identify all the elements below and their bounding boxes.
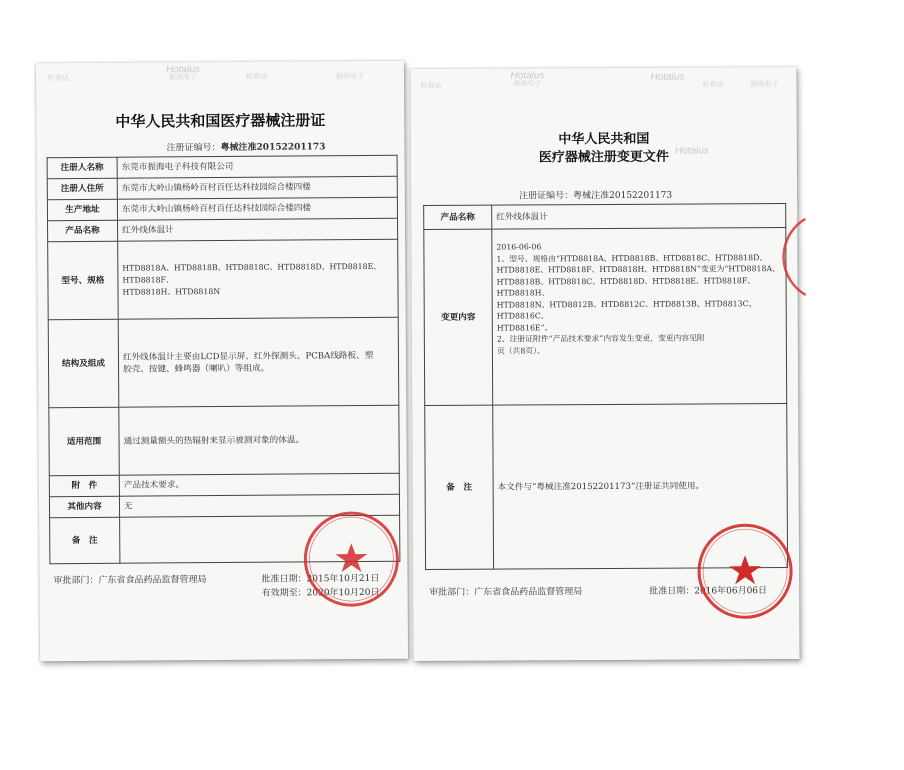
table-row	[47, 176, 397, 199]
official-seal-icon	[695, 521, 796, 622]
change-content-value: 2016-06-06 1、型号、规格由“HTD8818A、HTD8818B、HTD8818C、HTD8818D、 HTD8818E、HTD8818F、HTD8818H、HTD8818N”变更为“HTD8818A、 HTD8818B、HTD8818C、HTD8818D、HTD8818E、HTD8818F、HTD8818H、 HTD8818N、HTD8812B、HTD8812C、HTD8813B、HTD8813C、HTD8816C、 HTD8816E”。 2、注册证附件“产品技术要求”内容发生变更，变更内容见附 页（共8页）。	[492, 228, 787, 406]
row-label: 产品名称	[424, 205, 492, 229]
official-seal-icon	[301, 509, 402, 610]
row-label: 生产地址	[47, 199, 117, 220]
row-label: 备 注	[425, 405, 494, 569]
change-table	[423, 203, 788, 570]
watermark-9: 振海电子	[750, 81, 779, 89]
watermark-10: Hotalus	[674, 145, 709, 157]
product-name-value: 红外线体温计	[118, 218, 398, 241]
model-spec-value: HTD8818A、HTD8818B、HTD8818C、HTD8818D、HTD8818E、HTD8818F、 HTD8818H、HTD8818N	[118, 239, 399, 319]
watermark-1: 粒春达	[48, 75, 70, 83]
registrant-address-value: 东莞市大岭山镇杨岭百村百任达科技园综合楼四楼	[117, 176, 397, 199]
attachment-value: 产品技术要求。	[119, 473, 399, 496]
product-name-value: 红外线体温计	[492, 204, 786, 230]
registrant-name-value: 东莞市振海电子科技有限公司	[117, 155, 397, 178]
table-row	[48, 317, 399, 407]
table-row	[424, 204, 786, 230]
approver: 审批部门：广东省食品药品监督管理局	[429, 587, 583, 598]
table-row	[424, 228, 787, 406]
row-label: 附 件	[49, 475, 119, 496]
watermark-3: 粒春达	[245, 73, 268, 81]
table-row	[48, 218, 398, 241]
watermark-6: Hotalus 振海电子	[510, 70, 545, 88]
registration-certificate-page	[36, 61, 408, 662]
watermark-7: Hotalus	[650, 71, 685, 83]
row-label: 注册人住所	[47, 178, 117, 199]
scope-value: 通过测量额头的热辐射来显示被测对象的体温。	[119, 405, 399, 475]
watermark-4: 振海电子	[335, 73, 365, 81]
change-doc-number: 注册证编号：粤械注准20152201173	[519, 190, 673, 202]
approve-date: 批准日期：2015年10月21日	[261, 573, 380, 585]
remarks-value: 本文件与“粤械注准20152201173”注册证共同使用。	[493, 404, 788, 570]
certificate-number: 注册证编号：粤械注准20152201173	[166, 142, 326, 154]
table-row	[47, 155, 397, 178]
watermark-2: Hotalus 振海电子	[165, 64, 200, 82]
table-row	[48, 239, 399, 319]
registration-change-page	[410, 67, 799, 661]
approver: 审批部门：广东省食品药品监督管理局	[53, 575, 207, 587]
approve-date: 批准日期：2016年06月06日	[649, 586, 768, 597]
valid-date: 有效期至：2020年10月20日	[261, 587, 380, 599]
row-label: 其他内容	[49, 496, 119, 517]
watermark-8: 粒春达	[702, 81, 724, 89]
table-row	[47, 197, 397, 220]
row-label: 备 注	[50, 517, 120, 563]
partial-seal-icon	[767, 217, 807, 297]
other-content-value: 无	[119, 494, 399, 517]
structure-value: 红外线体温计主要由LCD显示屏、红外探测头、PCBA线路板、塑 胶壳、按键、蜂鸣器（喇叭）等组成。	[118, 317, 399, 407]
table-row	[49, 473, 399, 496]
row-label: 结构及组成	[48, 319, 119, 407]
certificate-table	[47, 155, 401, 564]
table-row	[49, 405, 399, 475]
production-address-value: 东莞市大岭山镇杨岭百村百任达科技园综合楼四楼	[117, 197, 397, 220]
row-label: 型号、规格	[48, 241, 119, 319]
change-doc-title-line2: 医疗器械注册变更文件	[538, 149, 669, 166]
row-label: 注册人名称	[47, 157, 117, 178]
row-label: 适用范围	[49, 407, 119, 475]
certificate-title: 中华人民共和国医疗器械注册证	[115, 111, 326, 131]
watermark-5: 粒春达	[420, 82, 442, 90]
row-label: 产品名称	[48, 220, 118, 241]
row-label: 变更内容	[424, 229, 493, 405]
change-doc-title-line1: 中华人民共和国	[558, 131, 650, 148]
